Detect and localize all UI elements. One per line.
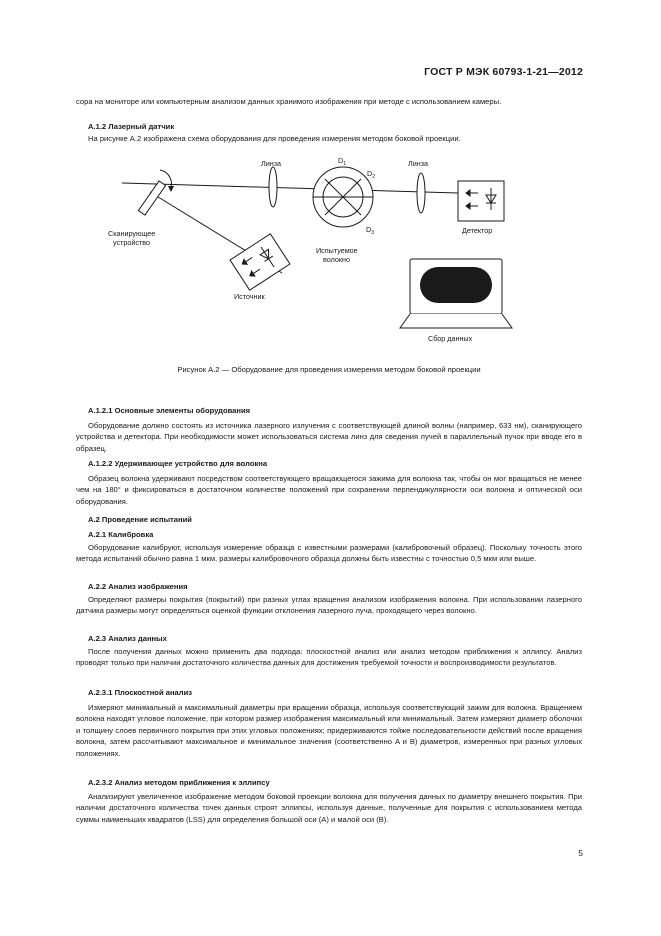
laser-source — [230, 234, 290, 290]
label-sample-1: Испытуемое — [316, 246, 358, 255]
label-d1: $D_1$ — [338, 156, 346, 167]
section-a12-text: На рисунке А.2 изображена схема оборудования для проведения измерения методом боковой проекции. — [88, 134, 461, 143]
detector-box — [458, 181, 504, 221]
lens-left — [269, 167, 277, 207]
section-a121-text: Оборудование должно состоять из источника лазерного излучения с соответствующей длиной волны (например, 633 нм), сканирующего устройства и детектора. При необходимости может использоваться система линз для сведения лучей в параллельный пучок при вводе его в образец. — [76, 421, 582, 453]
section-a22-heading: А.2.2 Анализ изображения — [88, 582, 188, 591]
section-a23-text: После получения данных можно применить два подхода: плоскостной анализ или анализ методом приближения к эллипсу. Анализ проводят только при наличии достаточного количества данных для достижения требуемой точности и воспроизводимости результатов. — [76, 647, 582, 668]
section-a121-heading: А.1.2.1 Основные элементы оборудования — [88, 406, 251, 415]
section-a231-heading: А.2.3.1 Плоскостной анализ — [88, 688, 193, 697]
scanning-device — [138, 181, 165, 215]
label-scanner-1: Сканирующее — [108, 229, 156, 238]
figure-caption: Рисунок А.2 — Оборудование для проведения измерения методом боковой проекции — [177, 365, 481, 374]
label-source: Источник — [234, 292, 265, 301]
laptop-base — [400, 314, 512, 328]
section-a231-text: Измеряют минимальный и максимальный диаметры при вращении образца, используя соответствующий зажим для волокна. Вращением волокна находят угловое положение, при котором размер изображения максимальный или минимальный. Затем измеряют диаметр оболочки и толщину слоев первичного покрытия при этих угловых положениях; придерживаются тойже последовательности действий после вращения волокна, затем рассчитывают максимальное и минимальное значения (соответственно A и B) диаметров, измеренных при разных угловых положениях. — [76, 703, 582, 758]
intro-paragraph: сора на мониторе или компьютерным анализом данных хранимого изображения при методе с использованием камеры. — [76, 97, 502, 106]
section-a23-heading: А.2.3 Анализ данных — [88, 634, 167, 643]
laptop-display — [420, 267, 492, 303]
label-data-acquisition: Сбор данных — [428, 334, 473, 343]
label-lens-left: Линза — [261, 159, 281, 168]
label-lens-right: Линза — [408, 159, 428, 168]
section-a122-text: Образец волокна удерживают посредством соответствующего вращающегося зажима для волокна так, чтобы он мог вращаться не менее чем на 180° и фиксироваться в достаточном количестве положений при сохранении перпендикулярности оси волокна и оптической оси оборудования. — [76, 474, 582, 506]
label-d3: $D_3$ — [366, 225, 374, 236]
section-a232-text: Анализируют увеличенное изображение методом боковой проекции волокна для получения данных по диаметру внешнего покрытия. При наличии достаточного количества точек данных строят эллипсы, используя данные, полученные для покрытия с использованием метода суммы наименьших квадратов (LSS) для определения большой оси (A) и малой оси (B). — [76, 792, 582, 824]
label-scanner-2: устройство — [113, 238, 151, 247]
page-number: 5 — [578, 848, 583, 858]
label-d2: $D_2$ — [367, 169, 375, 180]
label-detector: Детектор — [462, 226, 493, 235]
section-a232-heading: А.2.3.2 Анализ методом приближения к эллипсу — [88, 778, 270, 787]
label-sample-2: волокно — [323, 255, 350, 264]
section-a2-heading: А.2 Проведение испытаний — [88, 515, 192, 524]
lens-right — [417, 173, 425, 213]
page-header: ГОСТ Р МЭК 60793-1-21—2012 — [424, 66, 583, 78]
section-a122-heading: А.1.2.2 Удерживающее устройство для волокна — [88, 459, 268, 468]
section-a21-text: Оборудование калибруют, используя измерение образца с известными размерами (калибровочный образец). Поскольку точность этого метода испытаний обычно равна 1 мкм, размеры калибровочного образца должны быть известны с точностью 0,5 мкм или выше. — [76, 543, 582, 564]
section-a22-text: Определяют размеры покрытия (покрытий) при разных углах вращения анализом изображения волокна. При использовании лазерного датчика размеры могут определяться оценкой функции отклонения лазерного луча, проходящего через волокно. — [76, 595, 582, 616]
section-a21-heading: А.2.1 Калибровка — [88, 530, 154, 539]
section-a12-heading: А.1.2 Лазерный датчик — [88, 122, 175, 131]
